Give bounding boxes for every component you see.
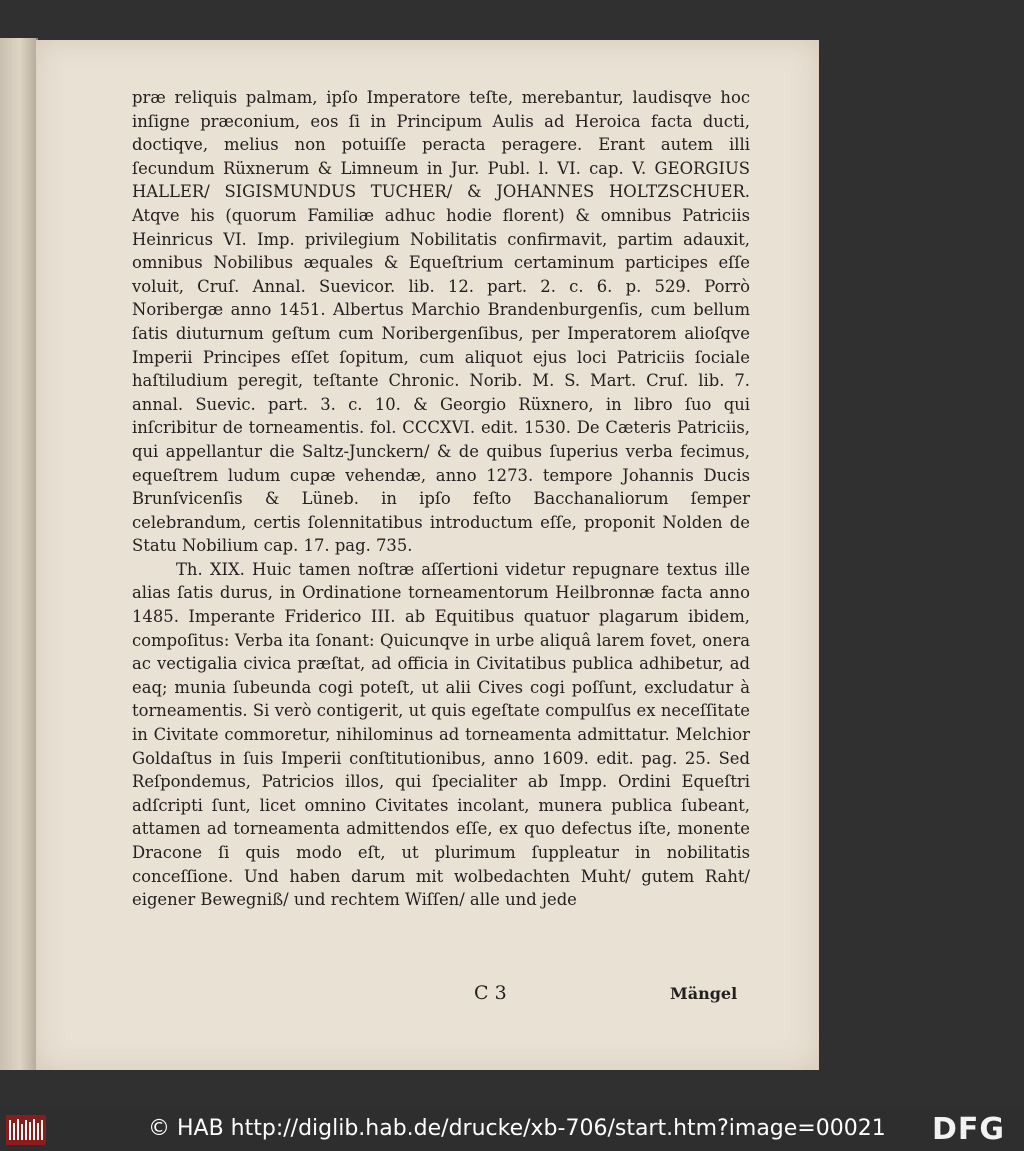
signature-mark: C 3 [474, 982, 507, 1004]
paragraph: Th. XIX. Huic tamen noſtræ aſſertioni videtur repugnare textus ille alias ſatis durus, in Ordinatione torneamentorum Heilbronnæ facta anno 1485. Imperante Friderico III. ab Equitibus quatuor plagarum ibidem, compoſitus: Verba ita ſonant: Quicunqve in urbe aliquâ larem fovet, onera ac vectigalia civica præſtat, ad officia in Civitatibus publica adhibetur, ad eaq; munia ſubeunda cogi poteſt, ut alii Cives cogi poſſunt, excludatur à torneamentis. Si verò contigerit, ut quis egeſtate compulſus ex neceſſitate in Civitate commoretur, nihilominus ad torneamenta admittatur. Melchior Goldaſtus in ſuis Imperii conſtitutionibus, anno 1609. edit. pag. 25. Sed Reſpondemus, Patricios illos, qui ſpecialiter ab Impp. Ordini Equeſtri adſcripti ſunt, licet omnino Civitates incolant, munera publica ſubeant, attamen ad torneamenta admittendos eſſe, ex quo defectus iſte, monente Dracone ſi quis modo eſt, ut plurimum ſuppleatur in nobilitatis conceſſione. Und haben darum mit wolbedachten Muht/ gutem Raht/ eigener Bewegniß/ und rechtem Wiſſen/ alle und jede [132, 559, 750, 910]
paragraph: præ reliquis palmam, ipſo Imperatore teſte, merebantur, laudisqve hoc inſigne præconium, eos ſi in Principum Aulis ad Heroica facta ducti, doctiqve, melius non potuiſſe peracta peragere. Erant autem illi ſecundum Rüxnerum & Limneum in Jur. Publ. l. VI. cap. V. GEORGIUS HALLER/ SIGISMUNDUS TUCHER/ & JOHANNES HOLTZSCHUER. Atqve his (quorum Familiæ adhuc hodie florent) & omnibus Patriciis Heinricus VI. Imp. privilegium Nobilitatis confirmavit, partim adauxit, omnibus Nobilibus æquales & Equeſtrium certaminum participes eſſe voluit, Cruſ. Annal. Suevicor. lib. 12. part. 2. c. 6. p. 529. Porrò Noribergæ anno 1451. Albertus Marchio Brandenburgenſis, cum bellum ſatis diuturnum geſtum cum Noribergenſibus, per Imperatorem alioſqve Imperii Principes eſſet ſopitum, cum aliquot ejus loci Patriciis ſociale haſtiludium peregit, teſtante Chronic. Norib. M. S. Mart. Cruſ. lib. 7. annal. Suevic. part. 3. c. 10. & Georgio Rüxnero, in libro ſuo qui inſcribitur de torneamentis. fol. CCCXVI. edit. 1530. De Cæteris Patriciis, qui appellantur die Saltz-Junckern/ & de quibus ſuperius verba fecimus, equeſtrem ludum cupæ vehendæ, anno 1273. tempore Johannis Ducis Brunſvicenſis & Lüneb. in ipſo feſto Bacchanaliorum ſemper celebrandum, certis ſolennitatibus introductum eſſe, proponit Nolden de Statu Nobilium cap. 17. pag. 735. [132, 88, 750, 556]
book-page [36, 40, 819, 1070]
dfg-logo: DFG [932, 1112, 1006, 1147]
catchword: Mängel [670, 984, 738, 1003]
copyright-url-text: © HAB http://diglib.hab.de/drucke/xb-706/start.htm?image=00021 [148, 1116, 886, 1141]
page-body [132, 86, 750, 912]
viewer-footer [0, 1108, 1024, 1151]
adjacent-page-edge [0, 38, 38, 1070]
hab-logo-icon [6, 1115, 46, 1145]
